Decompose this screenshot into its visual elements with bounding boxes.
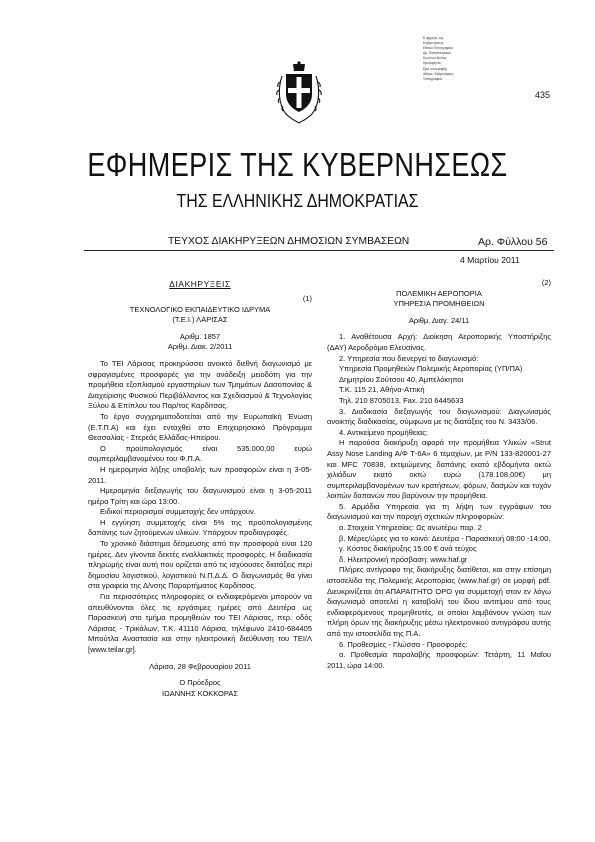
paragraph: 4. Αντικείμενο προμήθειας: — [339, 427, 428, 437]
paragraph: Η εγγύηση συμμετοχής είναι 5% της προϋπολογισμένης δαπάνης των ζητούμενων υλικών. Υπάρχουν προδιαγραφές. — [88, 517, 312, 538]
gazette-subtitle: ΤΗΣ ΕΛΛΗΝΙΚΗΣ ΔΗΜΟΚΡΑΤΙΑΣ — [176, 190, 419, 211]
paragraph: 1. Αναθέτουσα Αρχή: Διοίκηση Αεροπορικής Υποστήριξης (ΔΑΥ) Αεροδρόμιο Ελευσίνας. — [327, 332, 551, 352]
paragraph: 6. Προθεσμίες - Γλώσσα - Προσφορές: — [339, 639, 468, 649]
stamp-line: Κων/νου Δίπλας — [423, 56, 447, 61]
left-column — [88, 278, 312, 699]
reference-number: Αριθμ. 1857 — [179, 331, 221, 341]
paragraph: Η παρούσα διακήρυξη αφορά την προμήθεια Υλικών «Strut Assy Nose Landing A/Φ Τ-6Α» 6 τεμαχίων, με P/N 133-820001-27 και MFC 70838, εκτιμώμενης δαπάνης εκατό εβδομήντα οκτώ χιλιάδων εκατό οκτώ ευρώ (178.108,00€) μη συμπεριλαμβανομένων των κρατήσεων, φόρων, δασμών και τυχόν λοιπών δαπανών που βαρύνουν την προμήθεια. — [327, 438, 551, 501]
right-column — [327, 278, 551, 671]
header-divider — [84, 250, 554, 251]
issue-number: Αρ. Φύλλου 56 — [478, 236, 548, 248]
digital-signature-stamp — [423, 36, 515, 82]
stamp-line: Κυβερνήσεως — [423, 41, 444, 46]
stamp-line: Ε-φημερίς της — [423, 36, 444, 40]
paragraph: Ο προϋπολογισμός είναι 535.000,00 ευρώ συμπεριλαμβανομένου του Φ.Π.Α. — [88, 443, 312, 464]
stamp-line: Ώρα υπογραφής — [423, 66, 448, 71]
paragraph: Υπηρεσία Προμηθειών Πολεμικής Αεροπορίας (ΥΠ/ΠΑ) — [339, 364, 523, 374]
stamp-line: Ημερομηνία — [423, 61, 441, 66]
page-number: 435 — [535, 90, 551, 100]
organization-subname: (Τ.Ε.Ι.) ΛΑΡΙΣΑΣ — [172, 315, 228, 325]
place-date: Λάρισα, 28 Φεβρουαρίου 2011 — [149, 661, 251, 671]
paragraph: Τ.Κ. 115 21, Αθήνα-Αττική — [339, 385, 425, 395]
paragraph: Το ΤΕΙ Λάρισας προκηρύσσει ανοικτό διεθνή διαγωνισμό με σφραγισμένες προσφορές για την ανάδειξη μειοδότη για την προμήθεια εξοπλισμού εργαστηρίων των Τμημάτων Δασοπονίας & Διαχείρισης Φυσικού Περιβάλλοντος και Σχεδιασμού & Τεχνολογίας Ξύλου & Επίπλου του Παρ/τος Καρδίτσας. — [88, 358, 312, 411]
stamp-line: Τυπογραφείο — [423, 76, 443, 81]
reference-number: Αριθμ. Διαγ. 24/11 — [408, 315, 470, 325]
paragraph: 5. Αρμόδια Υπηρεσία για τη λήψη των εγγράφων του διαγωνισμού και την παροχή σχετικών πληροφοριών: — [327, 501, 551, 522]
organization-name: ΤΕΧΝΟΛΟΓΙΚΟ ΕΚΠΑΙΔΕΥΤΙΚΟ ΙΔΡΥΜΑ — [129, 304, 271, 314]
reference-number: Αριθμ. Διακ. 2/2011 — [167, 342, 233, 352]
paragraph: 3. Διαδικασία διεξαγωγής του διαγωνισμού: Διαγωνισμός ανοικτής διαδικασίας, σύμφωνα με τις διατάξεις του Ν. 3433/06. — [327, 406, 551, 427]
signer-title: Ο Πρόεδρος — [179, 678, 221, 688]
gazette-title: ΕΦΗΜΕΡΙΣ ΤΗΣ ΚΥΒΕΡΝΗΣΕΩΣ — [87, 146, 508, 183]
signer-name: ΙΩΑΝΝΗΣ ΚΟΚΚΟΡΑΣ — [162, 688, 238, 698]
paragraph: 2. Υπηρεσία που διενεργεί το διαγωνισμό: — [339, 353, 479, 363]
paragraph: Ειδικοί περιορισμοί συμμετοχής δεν υπάρχουν. — [100, 507, 256, 517]
item-number: (2) — [541, 278, 551, 287]
organization-subname: ΥΠΗΡΕΣΙΑ ΠΡΟΜΗΘΕΙΩΝ — [393, 299, 485, 309]
issue-series: ΤΕΥΧΟΣ ΔΙΑΚΗΡΥΞΕΩΝ ΔΗΜΟΣΙΩΝ ΣΥΜΒΑΣΕΩΝ — [168, 236, 410, 247]
stamp-line: Αθήνα, Φεβρουάριος — [423, 71, 454, 76]
paragraph: Η ημερομηνία λήξης υποβολής των προσφορών είναι η 3-05-2011. — [88, 464, 312, 485]
issue-date: 4 Μαρτίου 2011 — [460, 255, 520, 265]
stamp-line: Αρ. Πιστοποιητικού — [423, 51, 452, 56]
paragraph: Το έργο συγχρηματοδοτείται από την Ευρωπαϊκή Ένωση (Ε.Τ.Π.Α) και έχει ενταχθεί στο Επιχειρησιακό Πρόγραμμα Θεσσαλίας - Στερεάς Ελλάδας-Ηπείρου. — [88, 411, 312, 443]
paragraph: β. Μέρες/ώρες για το κοινό: Δευτέρα - Παρασκευή 08:00 -14:00. — [339, 533, 551, 543]
item-number: (1) — [302, 294, 312, 303]
paragraph: Τηλ. 210 8705013, Fax. 210 6445633 — [339, 395, 464, 405]
paragraph: Το χρονικό διάστημα δέσμευσης από την προσφορά είναι 120 ημέρες. Δεν γίνονται δεκτές εναλλακτικές προσφορές. Η διαδικασία πληρωμής είναι αυτή που ορίζεται από τις ισχύουσες διατάξεις περί δημοσίου λογιστικού, λογιστικού Ν.Π.Δ.Δ. Ο διαγωνισμός θα γίνει στα γραφεία της Δ/νσης Παραρτήματος Καρδίτσας. — [88, 539, 312, 591]
section-heading: ΔΙΑΚΗΡΥΞΕΙΣ — [169, 279, 231, 289]
coat-of-arms-icon — [272, 60, 326, 126]
paragraph: Για περισσότερες πληροφορίες οι ενδιαφερόμενοι μπορούν να απευθύνονται όλες τις εργάσιμες ημέρες από Δευτέρα ως Παρασκευή στο τμήμα προμηθειών του ΤΕΙ Λάρισας, περ. οδός Λάρισας - Τρικάλων, Τ.Κ. 41110 Λάρισα, τηλέφωνο 2410-684405 Μπούτλα Αναστασία και στην ηλεκτρονική διεύθυνση του ΤΕΙ/Λ [www.teilar.gr]. — [88, 592, 312, 654]
paragraph: Πλήρες αντίγραφο της διακήρυξης διατίθεται, και στην επίσημη ιστοσελίδα της Πολεμικής Αεροπορίας (www.haf.gr) σε μορφή pdf. Διευκρινίζεται ότι ΑΠΑΡΑΙΤΗΤΟ ΟΡΟ για συμμετοχή στον εν λόγω διαγωνισμό αποτελεί η καταβολή του ίδιου αντιτίμου από τους ενδιαφερόμενους προμηθευτές, οι οποίοι λαμβάνουν γνώση των πλήρη όρων της διακήρυξης μέσω ηλεκτρονικού αντιγράφου αυτής από την ιστοσελίδα της Π.Α. — [327, 565, 551, 638]
paragraph: Ημερομηνία διεξαγωγής του διαγωνισμού είναι η 3-05-2011 ημέρα Τρίτη και ώρα 13:00. — [88, 486, 312, 506]
paragraph: δ. Ηλεκτρονική πρόσβαση: www.haf.gr — [339, 554, 468, 564]
organization-name: ΠΟΛΕΜΙΚΗ ΑΕΡΟΠΟΡΙΑ — [396, 288, 482, 298]
paragraph: α. Προθεσμία παραλαβής προσφορών: Τετάρτη, 11 Μαΐου 2011, ώρα 14:00. — [327, 650, 551, 670]
stamp-line: Εθνικό Τυπογραφείο — [423, 46, 453, 51]
paragraph: γ. Κόστος διακήρυξης 15.00 € ανά τεύχος — [339, 544, 477, 554]
paragraph: Δημητρίου Σούτσου 40, Αμπελόκηποι — [339, 374, 464, 384]
paragraph: α. Στοιχεία Υπηρεσίας: Ως ανωτέρω παρ. 2 — [339, 523, 482, 533]
